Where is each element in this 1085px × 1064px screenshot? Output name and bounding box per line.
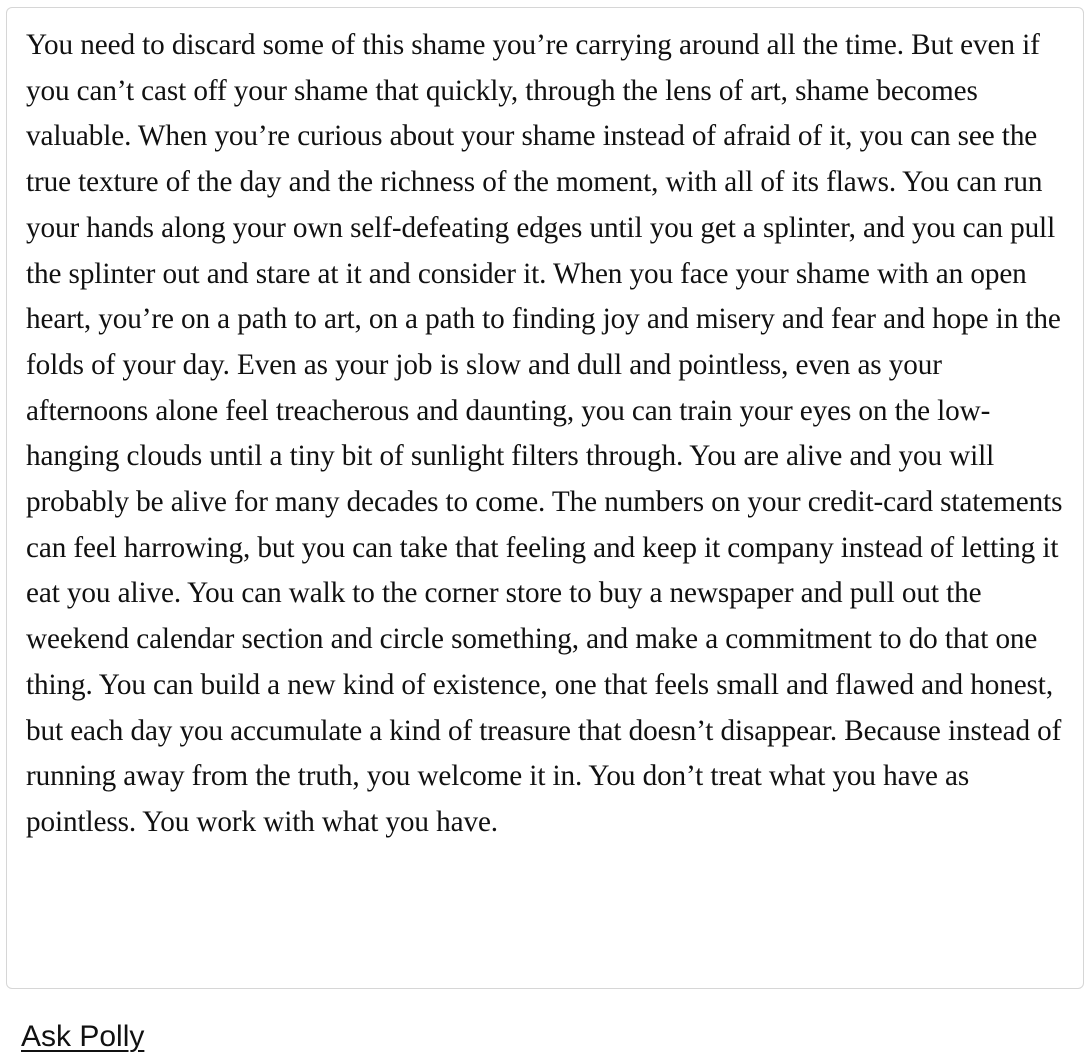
- source-link[interactable]: Ask Polly: [21, 1020, 145, 1053]
- quote-text: You need to discard some of this shame you’re carrying around all the time. But even if you can’t cast off your shame that quickly, through the lens of art, shame becomes valuable. When you’re curious about your shame instead of afraid of it, you can see the true texture of the day and the richness of the moment, with all of its flaws. You can run your hands along your own self-defeating edges until you get a splinter, and you can pull the splinter out and stare at it and consider it. When you face your shame with an open heart, you’re on a path to art, on a path to finding joy and misery and fear and hope in the folds of your day. Even as your job is slow and dull and pointless, even as your afternoons alone feel treacherous and daunting, you can train your eyes on the low-hanging clouds until a tiny bit of sunlight filters through. You are alive and you will probably be alive for many decades to come. The numbers on your credit-card statements can feel harrowing, but you can take that feeling and keep it company instead of letting it eat you alive. You can walk to the corner store to buy a newspaper and pull out the weekend calendar section and circle something, and make a commitment to do that one thing. You can build a new kind of existence, one that feels small and flawed and honest, but each day you accumulate a kind of treasure that doesn’t disappear. Because instead of running away from the truth, you welcome it in. You don’t treat what you have as pointless. You work with what you have.: [26, 29, 1063, 838]
- quote-card: [6, 7, 1084, 989]
